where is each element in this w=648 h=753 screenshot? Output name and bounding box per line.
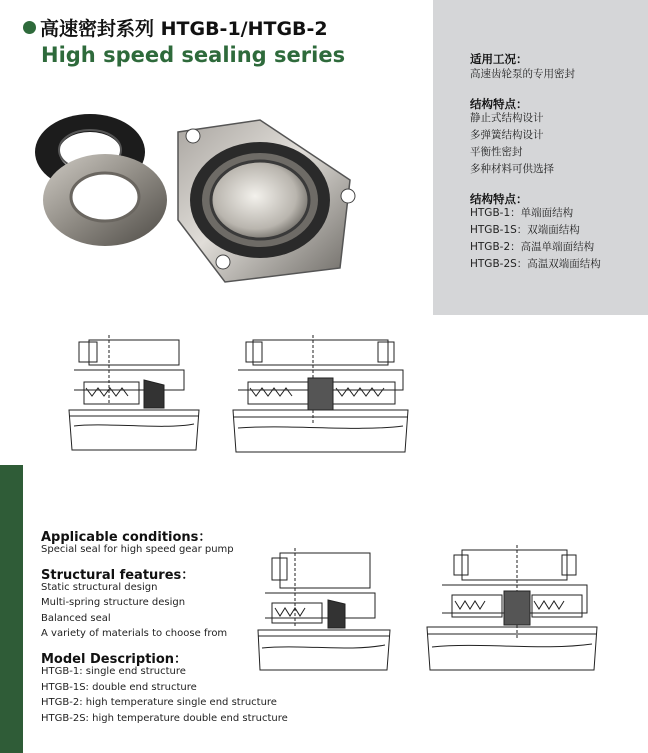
model-line: HTGB-2S: high temperature double end structure [41,713,288,724]
side-line: 高速齿轮泵的专用密封 [470,68,575,80]
green-bullet-icon [23,21,36,34]
structural-line: A variety of materials to choose from [41,628,228,639]
model-line: HTGB-1S: double end structure [41,682,197,693]
side-line: HTGB-2：高温单端面结构 [470,241,595,253]
applicable-line: Special seal for high speed gear pump [41,544,234,555]
page-title-cn [23,14,328,41]
drawing-htgb-2s [422,545,602,680]
metal-ring [43,154,167,246]
side-line: 平衡性密封 [470,146,523,158]
green-side-bar [0,465,23,753]
model-line: HTGB-2: high temperature single end structure [41,697,277,708]
drawing-htgb-2 [250,548,400,678]
drawing-htgb-1s [228,330,418,470]
model-line: HTGB-1: single end structure [41,666,186,677]
product-photo [20,100,350,300]
side-heading-models: 结构特点： [470,192,528,206]
side-panel [433,0,648,315]
structural-line: Static structural design [41,582,158,593]
page-title-en: High speed sealing series [41,43,346,67]
heading-structural-features: Structural features： [41,568,195,583]
structural-line: Multi-spring structure design [41,597,186,608]
flange-seal [178,120,355,282]
side-line: HTGB-1S：双端面结构 [470,224,580,236]
drawing-htgb-1 [64,330,214,470]
side-line: HTGB-1：单端面结构 [470,207,574,219]
side-line: 静止式结构设计 [470,112,544,124]
side-heading-features: 结构特点： [470,97,528,111]
side-heading-conditions: 适用工况： [470,52,528,66]
side-line: 多种材料可供选择 [470,163,554,175]
heading-model-description: Model Description： [41,652,188,667]
title-cn-text: 高速密封系列 HTGB-1/HTGB-2 [40,18,328,40]
side-line: HTGB-2S：高温双端面结构 [470,258,601,270]
side-line: 多弹簧结构设计 [470,129,544,141]
heading-applicable-conditions: Applicable conditions： [41,530,212,545]
structural-line: Balanced seal [41,613,111,624]
